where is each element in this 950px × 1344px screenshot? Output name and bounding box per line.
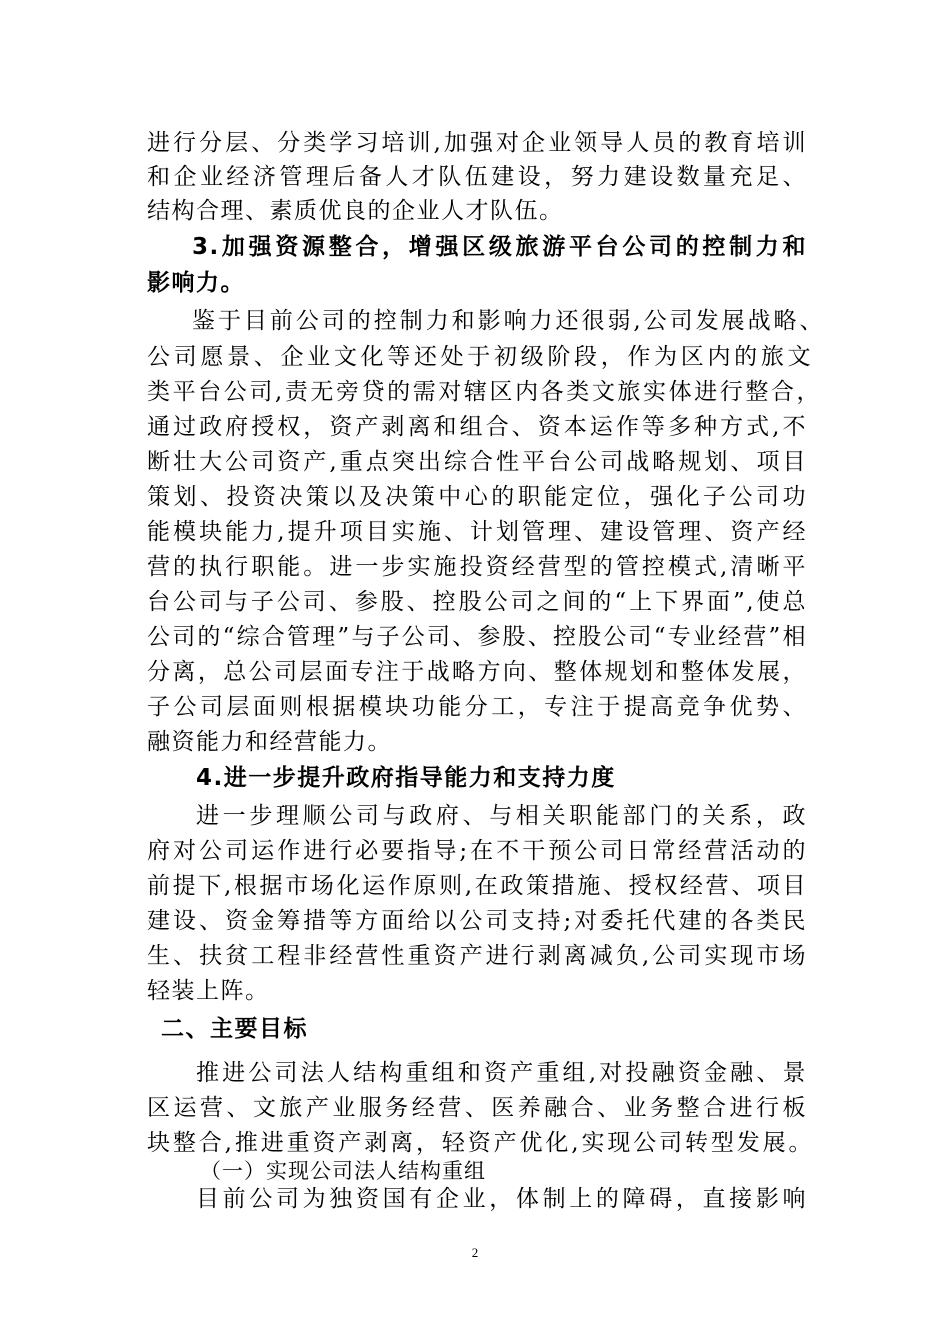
text-line: 前提下,根据市场化运作原则,在政策措施、授权经营、项目 bbox=[147, 873, 807, 899]
text-line: 府对公司运作进行必要指导;在不干预公司日常经营活动的 bbox=[147, 838, 807, 864]
text-line: 块整合,推进重资产剥离，轻资产优化,实现公司转型发展。 bbox=[147, 1130, 813, 1156]
text-line: 推进公司法人结构重组和资产重组,对投融资金融、景 bbox=[196, 1060, 807, 1086]
text-line: 融资能力和经营能力。 bbox=[147, 729, 392, 755]
text-line: 通过政府授权，资产剥离和组合、资本运作等多种方式,不 bbox=[147, 414, 807, 440]
text-line: 建设、资金筹措等方面给以公司支持;对委托代建的各类民 bbox=[147, 908, 807, 934]
text-line: 和企业经济管理后备人才队伍建设，努力建设数量充足、 bbox=[147, 164, 807, 190]
page-number: 2 bbox=[471, 1245, 479, 1260]
text-line: 台公司与子公司、参股、控股公司之间的“上下界面”,使总 bbox=[147, 589, 807, 615]
text-line: 断壮大公司资产,重点突出综合性平台公司战略规划、项目 bbox=[147, 449, 807, 475]
section-heading-4: 4.进一步提升政府指导能力和支持力度 bbox=[196, 765, 616, 791]
text-line: 营的执行职能。进一步实施投资经营型的管控模式,清晰平 bbox=[147, 554, 807, 580]
section-heading-3-cont: 影响力。 bbox=[147, 270, 245, 296]
text-line: 能模块能力,提升项目实施、计划管理、建设管理、资产经 bbox=[147, 519, 807, 545]
text-line: 子公司层面则根据模块功能分工，专注于提高竞争优势、 bbox=[147, 694, 807, 720]
text-line: 鉴于目前公司的控制力和影响力还很弱,公司发展战略、 bbox=[192, 308, 824, 334]
text-line: 区运营、文旅产业服务经营、医养融合、业务整合进行板 bbox=[147, 1095, 807, 1121]
text-line: 目前公司为独资国有企业，体制上的障碍，直接影响 bbox=[196, 1186, 807, 1212]
text-line: 公司愿景、企业文化等还处于初级阶段，作为区内的旅文 bbox=[147, 344, 812, 370]
subheading-1: （一）实现公司法人结构重组 bbox=[200, 1159, 486, 1183]
main-heading-2: 二、主要目标 bbox=[161, 1016, 308, 1042]
text-line: 结构合理、素质优良的企业人才队伍。 bbox=[147, 198, 564, 224]
text-line: 进一步理顺公司与政府、与相关职能部门的关系，政 bbox=[196, 803, 807, 829]
text-line: 分离，总公司层面专注于战略方向、整体规划和整体发展， bbox=[147, 659, 807, 685]
section-heading-3: 3.加强资源整合，增强区级旅游平台公司的控制力和 bbox=[192, 234, 807, 260]
text-line: 进行分层、分类学习培训,加强对企业领导人员的教育培训 bbox=[147, 130, 807, 156]
text-line: 轻装上阵。 bbox=[147, 978, 270, 1004]
text-line: 公司的“综合管理”与子公司、参股、控股公司“专业经营”相 bbox=[147, 624, 807, 650]
text-line: 策划、投资决策以及决策中心的职能定位，强化子公司功 bbox=[147, 484, 807, 510]
text-line: 类平台公司,责无旁贷的需对辖区内各类文旅实体进行整合， bbox=[147, 379, 821, 405]
text-line: 生、扶贫工程非经营性重资产进行剥离减负,公司实现市场 bbox=[147, 943, 807, 969]
